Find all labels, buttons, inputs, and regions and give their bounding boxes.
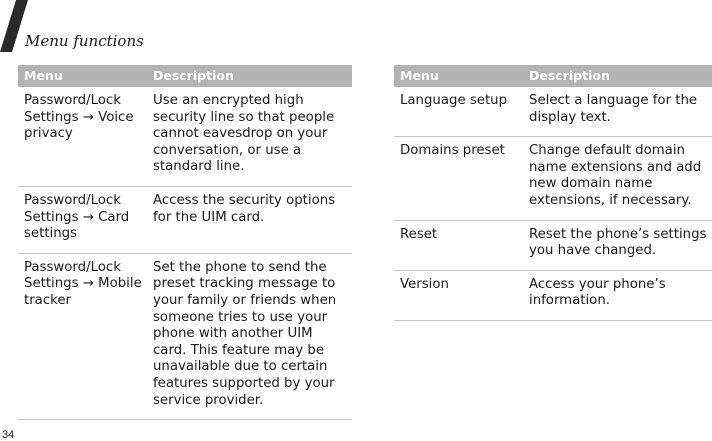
column-header-menu: Menu xyxy=(394,65,523,87)
description-cell: Change default domain name extensions and add new domain name extensions, if necessary. xyxy=(523,137,712,220)
chapter-tab-graphic xyxy=(0,0,28,52)
description-cell: Access your phone’s information. xyxy=(523,270,712,320)
menu-cell: Reset xyxy=(394,220,523,270)
table-row xyxy=(394,220,712,270)
menu-cell: Password/Lock Settings → Card settings xyxy=(18,186,147,253)
table-row xyxy=(18,253,352,419)
menu-cell: Version xyxy=(394,270,523,320)
column-header-menu: Menu xyxy=(18,65,147,87)
menu-cell: Password/Lock Settings → Voice privacy xyxy=(18,87,147,186)
menu-cell: Password/Lock Settings → Mobile tracker xyxy=(18,253,147,419)
table-row xyxy=(18,186,352,253)
table-header-row xyxy=(394,65,712,87)
menu-table-right xyxy=(394,65,712,321)
page-header-title: Menu functions xyxy=(25,32,144,50)
description-cell: Select a language for the display text. xyxy=(523,87,712,137)
description-cell: Reset the phone’s settings you have changed. xyxy=(523,220,712,270)
menu-table-left xyxy=(18,65,352,420)
page-number: 34 xyxy=(2,429,15,441)
menu-cell: Domains preset xyxy=(394,137,523,220)
description-cell: Access the security options for the UIM card. xyxy=(147,186,352,253)
description-cell: Use an encrypted high security line so that people cannot eavesdrop on your conversation, or use a standard line. xyxy=(147,87,352,186)
column-header-description: Description xyxy=(147,65,352,87)
description-cell: Set the phone to send the preset tracking message to your family or friends when someone tries to use your phone with another UIM card. This feature may be unavailable due to certain features supported by your service provider. xyxy=(147,253,352,419)
menu-cell: Language setup xyxy=(394,87,523,137)
table-row xyxy=(18,87,352,186)
table-header-row xyxy=(18,65,352,87)
table-row xyxy=(394,137,712,220)
table-row xyxy=(394,87,712,137)
column-header-description: Description xyxy=(523,65,712,87)
table-row xyxy=(394,270,712,320)
